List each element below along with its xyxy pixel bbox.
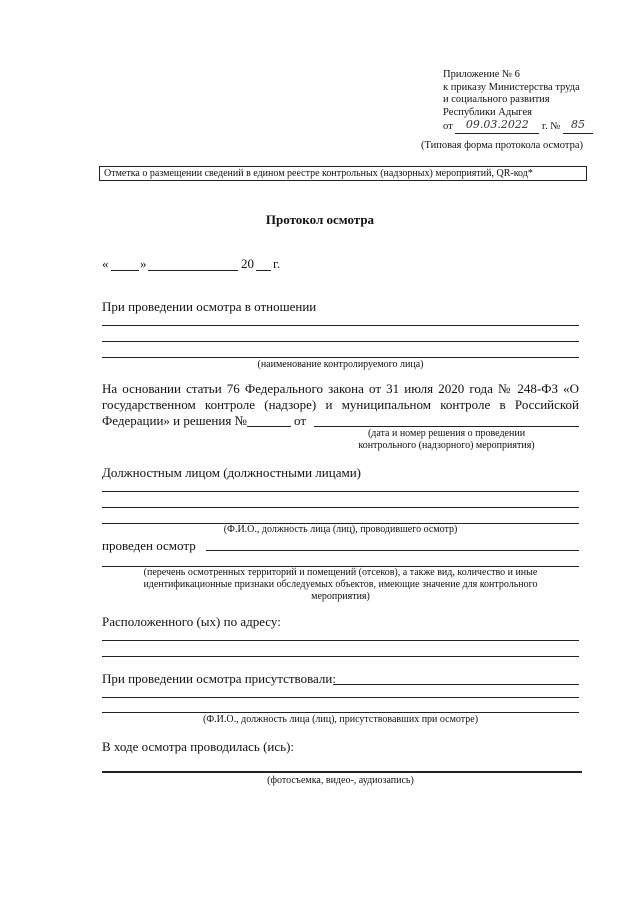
handwritten-number: 85	[570, 118, 585, 132]
officials-line-1[interactable]	[102, 491, 579, 492]
inspection-caption-3: мероприятия)	[311, 591, 370, 602]
qr-notice-box: Отметка о размещении сведений в едином реестре контрольных (надзорных) мероприятий, QR-код*	[99, 166, 587, 181]
appendix-line-1: Приложение № 6	[443, 69, 520, 80]
officials-line-2[interactable]	[102, 507, 579, 508]
appendix-line-2: к приказу Министерства труда	[443, 81, 580, 93]
date-field	[455, 119, 539, 134]
present-line-1[interactable]	[333, 684, 579, 685]
recording-label: В ходе осмотра проводилась (ись):	[102, 739, 295, 754]
appendix-date-row	[443, 119, 633, 134]
appendix-header	[443, 69, 633, 134]
subject-caption: (наименование контролируемого лица)	[257, 359, 424, 370]
subject-line-1[interactable]	[102, 325, 579, 326]
recording-caption: (фотосъемка, видео-, аудиозапись)	[267, 775, 414, 786]
appendix-line-4: Республики Адыгея	[443, 106, 532, 118]
day-field-line[interactable]	[111, 270, 139, 271]
inspection-subject-label: При проведении осмотра в отношении	[102, 299, 317, 314]
basis-from-label: от	[294, 413, 307, 428]
decision-number-line[interactable]	[247, 426, 291, 427]
officials-caption: (Ф.И.О., должность лица (лиц), проводившего осмотр)	[223, 524, 458, 535]
address-line-1[interactable]	[102, 640, 579, 641]
inspection-caption-1: (перечень осмотренных территорий и помещений (отсеков), а также вид, количество и иные	[143, 567, 538, 578]
present-line-3[interactable]	[102, 712, 579, 713]
officials-label: Должностным лицом (должностными лицами)	[102, 465, 361, 480]
appendix-line-3: и социального развития	[443, 94, 550, 106]
present-label: При проведении осмотра присутствовали:	[102, 671, 336, 686]
basis-decision-label: Федерации» и решения №	[102, 413, 247, 428]
handwritten-date: 09.03.2022	[465, 118, 529, 132]
number-prefix: г. №	[541, 121, 561, 133]
subject-line-3[interactable]	[102, 357, 579, 358]
basis-line-1: На основании статьи 76 Федерального закона от 31 июля 2020 года № 248-ФЗ «О	[102, 381, 579, 396]
basis-line-2: государственном контроле (надзоре) и муниципальном контроле в Российской	[102, 397, 579, 412]
inspection-conducted-line[interactable]	[206, 550, 579, 551]
address-label: Расположенного (ых) по адресу:	[102, 614, 281, 629]
inspection-conducted-label: проведен осмотр	[102, 538, 196, 553]
year-prefix: 20	[241, 256, 254, 271]
month-field-line[interactable]	[148, 270, 238, 271]
inspection-caption-2: идентификационные признаки обследуемых объектов, имеющие значение для контрольного	[143, 579, 538, 590]
form-type-label: (Типовая форма протокола осмотра)	[421, 140, 584, 151]
decision-caption-2: контрольного (надзорного) мероприятия)	[358, 440, 535, 451]
decision-date-line[interactable]	[314, 426, 579, 427]
present-caption: (Ф.И.О., должность лица (лиц), присутствовавших при осмотре)	[202, 714, 479, 725]
open-quote: «	[102, 256, 109, 271]
document-title: Протокол осмотра	[265, 212, 375, 227]
recording-line[interactable]	[102, 771, 582, 773]
year-field-line[interactable]	[256, 270, 271, 271]
close-quote: »	[140, 256, 147, 271]
subject-line-2[interactable]	[102, 341, 579, 342]
year-suffix: г.	[273, 256, 281, 271]
decision-caption-1: (дата и номер решения о проведении	[367, 428, 526, 439]
date-prefix: от	[443, 121, 453, 133]
address-line-2[interactable]	[102, 656, 579, 657]
number-field	[563, 119, 593, 134]
present-line-2[interactable]	[102, 697, 579, 698]
